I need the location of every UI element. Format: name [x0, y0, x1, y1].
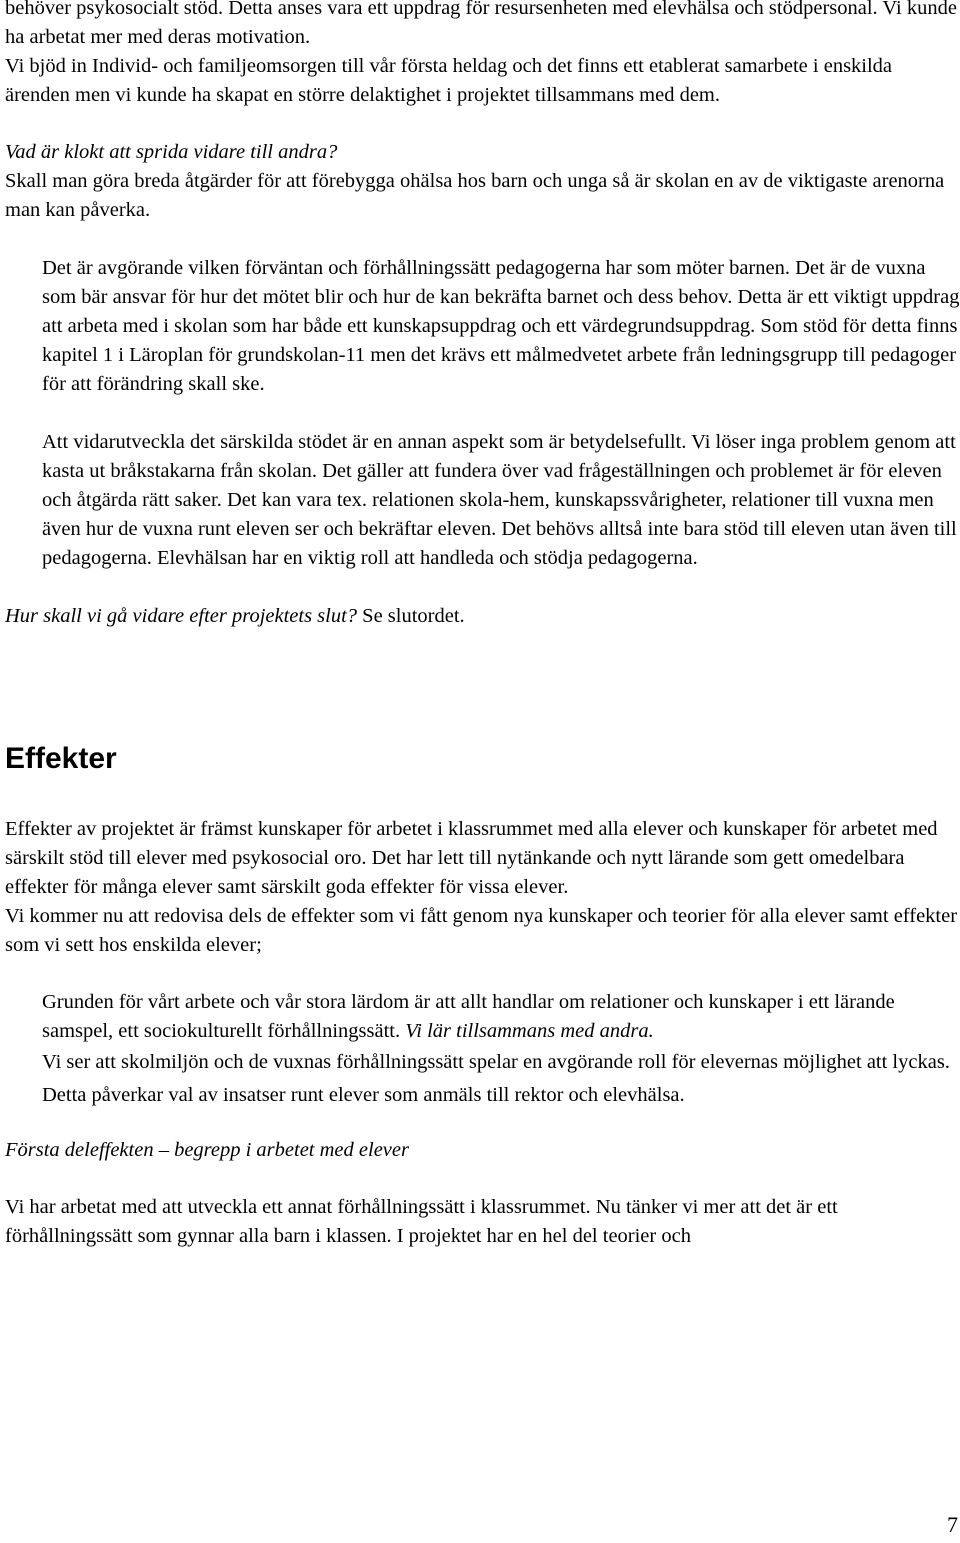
paragraph: Vi kommer nu att redovisa dels de effekter som vi fått genom nya kunskaper och teorier för alla elever samt effekter som vi sett hos enskilda elever;	[5, 905, 958, 956]
paragraph: Vi bjöd in Individ- och familjeomsorgen till vår första heldag och det finns ett etablerat samarbete i enskilda ärenden men vi kunde ha skapat en större delaktighet i projektet tillsammans med dem.	[5, 55, 893, 106]
paragraph: Vi ser att skolmiljön och de vuxnas förhållningssätt spelar en avgörande roll för elevernas möjlighet att lyckas. Detta påverkar val av insatser runt elever som anmäls till rektor och elevhälsa.	[42, 1051, 950, 1106]
document-page	[5, 0, 960, 1251]
paragraph: Det är avgörande vilken förväntan och förhållningssätt pedagogerna har som möter barnen. Det är de vuxna som bär ansvar för hur det mötet blir och hur de kan bekräfta barnet och dess behov. Detta är ett viktigt uppdrag att arbeta med i skolan som har både ett kunskapsuppdrag och ett värdegrundsuppdrag. Som stöd för detta finns kapitel 1 i Läroplan för grundskolan-11 men det krävs ett målmedvetet arbete från ledningsgrupp till pedagoger för att förändring skall ske.	[42, 257, 960, 395]
question-heading: Hur skall vi gå vidare efter projektets slut?	[5, 605, 358, 627]
paragraph: Att vidarutveckla det särskilda stödet är en annan aspekt som är betydelsefullt. Vi löser inga problem genom att kasta ut bråkstakarna från skolan. Det gäller att fundera över vad frågeställningen och problemet är för eleven och åtgärda rätt saker. Det kan vara tex. relationen skola-hem, kunskapssvårigheter, relationer till vuxna men även hur de vuxna runt eleven ser och bekräftar eleven. Det behövs alltså inte bara stöd till eleven utan även till pedagogerna. Elevhälsan har en viktig roll att handleda och stödja pedagogerna.	[42, 431, 957, 569]
paragraph: behöver psykosocialt stöd. Detta anses vara ett uppdrag för resursenheten med elevhälsa och stödpersonal. Vi kunde ha arbetat mer med deras motivation.	[5, 0, 957, 48]
paragraph: Vi har arbetat med att utveckla ett annat förhållningssätt i klassrummet. Nu tänker vi mer att det är ett förhållningssätt som gynnar alla barn i klassen. I projektet har en hel del teorier och	[5, 1196, 838, 1247]
section-heading: Effekter	[5, 742, 117, 775]
paragraph-text: Grunden för vårt arbete och vår stora lärdom är att allt handlar om relationer och kunskaper i ett lärande samspel, ett sociokulturellt förhållningssätt.	[42, 991, 895, 1042]
question-tail: Se slutordet.	[357, 605, 465, 627]
subheading: Första deleffekten – begrepp i arbetet med elever	[5, 1139, 409, 1161]
emphasis-text: Vi lär tillsammans med andra.	[405, 1020, 654, 1042]
paragraph: Effekter av projektet är främst kunskaper för arbetet i klassrummet med alla elever och kunskaper för arbetet med särskilt stöd till elever med psykosocial oro. Det har lett till nytänkande och nytt lärande som gett omedelbara effekter för många elever samt särskilt goda effekter för vissa elever.	[5, 818, 938, 898]
question-line	[5, 602, 960, 631]
paragraph	[42, 988, 960, 1046]
question-heading: Vad är klokt att sprida vidare till andra?	[5, 141, 338, 163]
page-number: 7	[947, 1512, 958, 1537]
paragraph: Skall man göra breda åtgärder för att förebygga ohälsa hos barn och unga så är skolan en av de viktigaste arenorna man kan påverka.	[5, 170, 945, 221]
